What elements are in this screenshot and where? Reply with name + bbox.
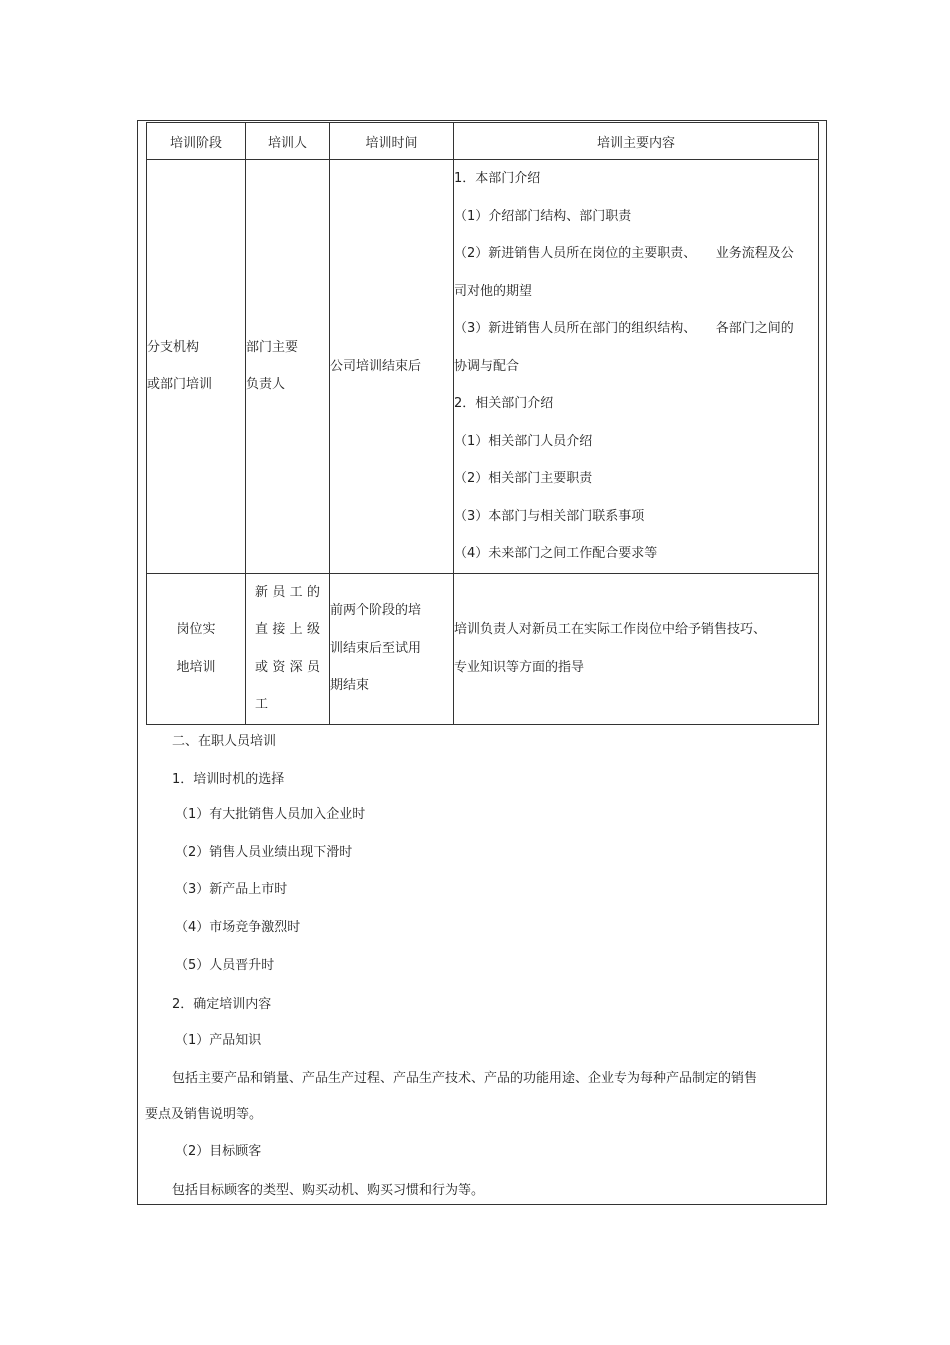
- table-row: [147, 573, 819, 724]
- trainer-line: 部门主要: [246, 339, 299, 355]
- stage-line: 分支机构: [147, 339, 200, 355]
- content-cell: [454, 573, 819, 724]
- time-line: 训结束后至试用: [330, 640, 422, 656]
- list-item: （5）人员晋升时: [175, 958, 275, 973]
- trainer-line: 直接上级: [255, 622, 320, 637]
- stage-cell: [147, 573, 246, 724]
- header-trainer: 培训人: [246, 123, 330, 160]
- list-item: （3）新产品上市时: [175, 882, 288, 897]
- trainer-line: 工: [255, 697, 269, 712]
- sub1-paragraph: 要点及销售说明等。: [145, 1107, 263, 1122]
- trainer-line: 或资深员: [255, 659, 320, 675]
- item1-title: 1．培训时机的选择: [172, 772, 285, 787]
- stage-line: 地培训: [176, 659, 216, 675]
- content-line: （1）介绍部门结构、部门职责: [454, 208, 632, 224]
- content-line: （3）本部门与相关部门联系事项: [454, 508, 645, 524]
- content-line: （1）相关部门人员介绍: [454, 433, 593, 449]
- item2-title: 2．确定培训内容: [172, 997, 272, 1012]
- trainer-line: 新员工的: [255, 584, 320, 600]
- content-line: （4）未来部门之间工作配合要求等: [454, 546, 658, 561]
- list-item: （4）市场竞争激烈时: [175, 920, 301, 935]
- content-line: 司对他的期望: [454, 283, 533, 299]
- header-content: 培训主要内容: [454, 123, 819, 160]
- sub2-paragraph: 包括目标顾客的类型、购买动机、购买习惯和行为等。: [172, 1183, 485, 1198]
- trainer-cell: [246, 573, 330, 724]
- content-line: 2．相关部门介绍: [454, 396, 554, 411]
- content-line: （2）新进销售人员所在岗位的主要职责、 业务流程及公: [454, 246, 794, 261]
- time-cell: 公司培训结束后: [330, 160, 454, 574]
- content-line: 1．本部门介绍: [454, 171, 541, 186]
- header-time: 培训时间: [330, 123, 454, 160]
- time-line: 前两个阶段的培: [330, 603, 422, 619]
- table-row: [147, 160, 819, 574]
- content-cell: [454, 160, 819, 574]
- time-cell: [330, 573, 454, 724]
- time-line: 期结束: [330, 678, 370, 694]
- trainer-line: 负责人: [246, 377, 286, 393]
- training-table: [146, 122, 819, 725]
- sub2-title: （2）目标顾客: [175, 1144, 262, 1159]
- stage-line: 或部门培训: [147, 377, 213, 393]
- sub1-title: （1）产品知识: [175, 1033, 262, 1048]
- stage-cell: [147, 160, 246, 574]
- list-item: （1）有大批销售人员加入企业时: [175, 807, 366, 822]
- trainer-cell: [246, 160, 330, 574]
- header-stage: 培训阶段: [147, 123, 246, 160]
- list-item: （2）销售人员业绩出现下滑时: [175, 845, 353, 860]
- sub1-paragraph: 包括主要产品和销量、产品生产过程、产品生产技术、产品的功能用途、企业专为每种产品制定的销售: [172, 1071, 758, 1086]
- content-line: 协调与配合: [454, 358, 520, 374]
- content-line: 培训负责人对新员工在实际工作岗位中给予销售技巧、: [454, 622, 767, 637]
- section-title: 二、在职人员培训: [172, 734, 277, 749]
- stage-line: 岗位实: [176, 622, 216, 637]
- table-header-row: [147, 123, 819, 160]
- content-line: （3）新进销售人员所在部门的组织结构、 各部门之间的: [454, 321, 794, 336]
- content-line: 专业知识等方面的指导: [454, 659, 585, 675]
- content-line: （2）相关部门主要职责: [454, 471, 593, 486]
